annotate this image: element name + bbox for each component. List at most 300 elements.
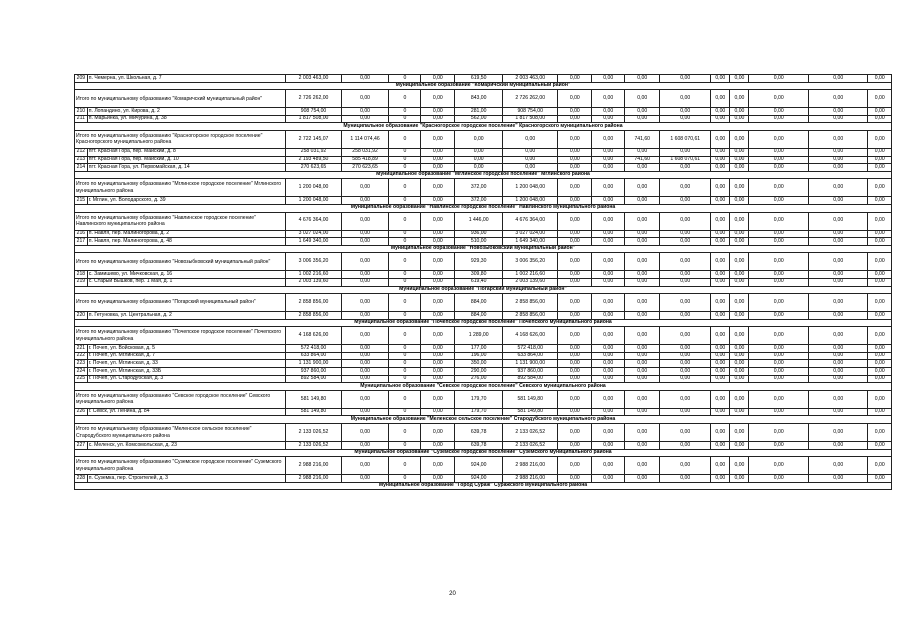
table-cell: 937 860,00 [503,368,558,376]
table-cell: 0,00 [711,271,730,279]
table-cell: 0,00 [421,475,455,483]
table-cell: 2 988 216,00 [503,475,558,483]
table-row [75,197,892,205]
table-cell: 2 133 026,52 [503,442,558,450]
subtotal-label: Итого по муниципальному образованию "Меленское сельское поселение" Стародубского муниципального района [75,424,286,442]
subtotal-label: Итого по муниципальному образованию "Новозыбковский муниципальный район" [75,253,286,271]
section-header-row [75,123,892,131]
row-number: 225 [75,375,88,383]
table-cell: 0,00 [730,108,749,116]
table-cell: 0,00 [730,212,749,230]
table-cell: 0,00 [711,352,730,360]
table-cell: 0,00 [558,327,592,345]
table-cell: 0,00 [592,390,625,408]
table-cell: 0,00 [421,368,455,376]
subtotal-label: Итого по муниципальному образованию "Севское городское поселение" Севского муниципального района [75,390,286,408]
table-cell: 0,00 [711,390,730,408]
subtotal-label: Итого по муниципальному образованию "Мглинское городское поселение" Мглинского муниципального района [75,179,286,197]
table-cell: 0,00 [341,360,389,368]
table-row [75,230,892,238]
table-cell: 0,00 [868,424,892,442]
table-cell: 0,00 [625,345,660,353]
table-cell: 0,00 [625,90,660,108]
table-cell: 0,00 [341,424,389,442]
section-title: Муниципальное образование "Почепское городское поселение" Почепского муниципального района [75,319,892,327]
table-cell: 0,00 [558,390,592,408]
table-cell: 0,00 [341,345,389,353]
table-cell: 0,00 [749,115,808,123]
table-cell: 0,00 [868,197,892,205]
table-cell: 2 193 489,50 [286,156,341,164]
section-header-row [75,319,892,327]
row-number: 227 [75,442,88,450]
table-cell: 0 [389,390,421,408]
table-cell: 0,00 [749,360,808,368]
table-cell: 2 988 216,00 [503,457,558,475]
table-cell: 0 [389,271,421,279]
table-cell: 0 [389,345,421,353]
table-cell: 0,00 [868,148,892,156]
table-cell: 0,00 [749,352,808,360]
table-cell: 0,00 [749,424,808,442]
table-cell: 0,00 [625,352,660,360]
address-cell: с. Старый Вышков, пер. 1 Мая, д. 1 [87,278,286,286]
table-cell: 0,00 [421,360,455,368]
table-cell: 0,00 [711,148,730,156]
table-cell: 0,00 [749,197,808,205]
table-cell: 0,00 [625,368,660,376]
table-cell: 290,00 [455,368,503,376]
table-cell: 0 [389,156,421,164]
table-cell: 270 623,65 [286,164,341,172]
address-cell: п. Гетуновка, ул. Центральная, д. 2 [87,312,286,320]
table-cell: 0,00 [749,212,808,230]
table-cell: 309,80 [455,271,503,279]
table-cell: 0,00 [749,327,808,345]
table-cell: 0,00 [558,108,592,116]
table-cell: 0,00 [808,148,867,156]
address-cell: г. Почеп, ул. Мглинская, д. 33Б [87,368,286,376]
table-cell: 0,00 [592,345,625,353]
table-cell: 2 858 856,00 [503,312,558,320]
table-cell: 0,00 [868,457,892,475]
table-cell: 177,00 [455,345,503,353]
table-cell: 0,00 [660,424,711,442]
table-cell: 0,00 [341,475,389,483]
table-cell: 0,00 [558,75,592,83]
table-cell: 0,00 [808,442,867,450]
address-cell: с. Замишево, ул. Мичковская, д. 16 [87,271,286,279]
address-cell: г. Севск, ул. Ленина, д. 84 [87,408,286,416]
table-cell: 0,00 [868,238,892,246]
table-cell: 0,00 [421,148,455,156]
table-cell: 0,00 [711,424,730,442]
table-cell: 0,00 [711,179,730,197]
table-cell: 0,00 [558,375,592,383]
section-title: Муниципальное образование "Мглинское городское поселение" Мглинского района [75,171,892,179]
row-number: 215 [75,197,88,205]
table-cell: 4 168 626,00 [286,327,341,345]
table-cell: 0,00 [868,75,892,83]
table-cell: 4 676 364,00 [286,212,341,230]
table-cell: 0,00 [730,130,749,148]
table-cell: 0,00 [625,360,660,368]
document-sheet [74,74,892,490]
table-cell: 0,00 [341,457,389,475]
table-cell: 0,00 [749,230,808,238]
table-cell: 0,00 [592,90,625,108]
table-cell: 0,00 [730,230,749,238]
table-cell: 0,00 [808,238,867,246]
table-cell: 0,00 [660,442,711,450]
table-cell: 0,00 [808,271,867,279]
table-cell: 0,00 [592,312,625,320]
table-cell: 0,00 [592,271,625,279]
table-cell: 0,00 [421,375,455,383]
table-cell: 0 [389,90,421,108]
table-row [75,164,892,172]
table-cell: 0,00 [868,368,892,376]
table-cell: 0 [389,164,421,172]
table-cell: 929,30 [455,253,503,271]
table-cell: 0,00 [730,278,749,286]
table-cell: 0,00 [421,424,455,442]
table-cell: 0,00 [625,212,660,230]
table-cell: 0,00 [660,352,711,360]
table-cell: 0,00 [868,345,892,353]
table-cell: 0,00 [749,271,808,279]
table-cell: 0,00 [660,212,711,230]
table-cell: 0,00 [711,368,730,376]
table-cell: 1 649 340,00 [503,238,558,246]
table-cell: 0 [389,368,421,376]
row-number: 228 [75,475,88,483]
table-cell: 0,00 [868,271,892,279]
table-cell: 892 584,00 [503,375,558,383]
table-cell: 0,00 [711,375,730,383]
table-cell: 0,00 [730,408,749,416]
table-cell: 0,00 [421,352,455,360]
housing-register-table [74,74,892,490]
table-cell: 0,00 [808,75,867,83]
table-cell: 0,00 [808,360,867,368]
table-cell: 0,00 [868,230,892,238]
table-cell: 0,00 [341,352,389,360]
table-row [75,156,892,164]
table-cell: 0,00 [808,253,867,271]
table-cell: 0,00 [749,130,808,148]
table-row [75,442,892,450]
table-cell: 0,00 [749,457,808,475]
table-cell: 0,00 [808,156,867,164]
table-cell: 0,00 [558,130,592,148]
table-cell: 0,00 [558,408,592,416]
table-cell: 0,00 [592,475,625,483]
table-cell: 0,00 [749,90,808,108]
table-cell: 0,00 [455,164,503,172]
table-cell: 0,00 [808,457,867,475]
table-cell: 2 858 856,00 [286,294,341,312]
address-cell: пгт. Красная Гора, пер. Майский, д. 10 [87,156,286,164]
table-cell: 0,00 [808,352,867,360]
table-cell: 0,00 [711,442,730,450]
table-cell: 0,00 [421,238,455,246]
address-cell: г. Почеп, ул. Стародубская, д. 3 [87,375,286,383]
table-cell: 0,00 [730,390,749,408]
table-cell: 0,00 [730,148,749,156]
table-cell: 0,00 [558,475,592,483]
table-cell: 0,00 [558,442,592,450]
table-cell: 0,00 [625,179,660,197]
table-cell: 0,00 [730,156,749,164]
table-row [75,148,892,156]
table-cell: 0,00 [660,75,711,83]
table-cell: 3 027 024,00 [286,230,341,238]
table-cell: 0,00 [749,253,808,271]
section-title: Муниципальное образование "Красногорское городское поселение" Красногорского муниципального района [75,123,892,131]
table-cell: 0,00 [421,278,455,286]
table-cell: 0,00 [660,90,711,108]
table-row [75,278,892,286]
table-cell: 0,00 [711,408,730,416]
table-cell: 0,00 [421,327,455,345]
table-cell: 0,00 [558,179,592,197]
table-cell: 0,00 [592,457,625,475]
row-number: 224 [75,368,88,376]
table-cell: 0,00 [592,148,625,156]
row-number: 212 [75,148,88,156]
table-cell: 0,00 [341,442,389,450]
table-cell: 0 [389,360,421,368]
table-cell: 0,00 [341,212,389,230]
table-cell: 0,00 [341,90,389,108]
table-cell: 0,00 [730,271,749,279]
table-cell: 0,00 [749,294,808,312]
table-cell: 0,00 [868,294,892,312]
table-row [75,352,892,360]
table-cell: 0,00 [711,90,730,108]
row-number: 218 [75,271,88,279]
subtotal-row [75,179,892,197]
table-cell: 0,00 [592,164,625,172]
table-body [75,75,892,490]
table-cell: 0,00 [660,457,711,475]
subtotal-row [75,212,892,230]
table-cell: 1 608 070,61 [660,130,711,148]
table-cell: 0,00 [808,375,867,383]
table-cell: 0 [389,408,421,416]
table-cell: 0,00 [711,212,730,230]
table-cell: 0 [389,442,421,450]
section-header-row [75,171,892,179]
table-cell: 0,00 [868,408,892,416]
table-cell: 0,00 [808,278,867,286]
table-cell: 0,00 [421,212,455,230]
table-row [75,271,892,279]
table-cell: 0,00 [808,475,867,483]
address-cell: г. Почеп, ул. Войсковая, д. 5 [87,345,286,353]
table-cell: 0 [389,457,421,475]
subtotal-row [75,424,892,442]
table-cell: 0,00 [660,475,711,483]
table-cell: 0,00 [660,230,711,238]
table-cell: 0,00 [749,368,808,376]
table-cell: 0,00 [749,75,808,83]
table-cell: 0,00 [625,442,660,450]
table-cell: 1 114 074,46 [341,130,389,148]
table-cell: 1 200 048,00 [503,179,558,197]
subtotal-row [75,327,892,345]
table-cell: 0,00 [808,424,867,442]
table-cell: 1 446,00 [455,212,503,230]
table-cell: 0,00 [625,294,660,312]
address-cell: п. Марьинка, ул. Мичурина, д. 38 [87,115,286,123]
table-cell: 0,00 [660,271,711,279]
table-cell: 741,60 [625,130,660,148]
table-cell: 0,00 [808,408,867,416]
subtotal-label: Итого по муниципальному образованию "Погарский муниципальный район" [75,294,286,312]
table-cell: 0,00 [660,108,711,116]
table-cell: 0,00 [341,312,389,320]
table-row [75,368,892,376]
table-row [75,115,892,123]
table-cell: 0,00 [625,197,660,205]
table-cell: 0,00 [341,327,389,345]
table-cell: 0,00 [421,90,455,108]
table-cell: 0,00 [711,312,730,320]
table-cell: 0 [389,238,421,246]
table-cell: 0,00 [711,108,730,116]
table-cell: 0,00 [503,164,558,172]
subtotal-label: Итого по муниципальному образованию "Суземское городское поселение" Суземского муниципального района [75,457,286,475]
table-cell: 0,00 [558,368,592,376]
table-cell: 0,00 [868,108,892,116]
table-cell: 908 754,00 [286,108,341,116]
section-header-row [75,416,892,424]
table-cell: 0,00 [711,156,730,164]
table-cell: 0,00 [341,197,389,205]
table-cell: 0,00 [558,424,592,442]
table-cell: 2 722 145,07 [286,130,341,148]
table-cell: 2 133 026,52 [286,442,341,450]
table-cell: 0,00 [749,156,808,164]
table-cell: 258 031,92 [286,148,341,156]
table-cell: 0,00 [730,475,749,483]
table-cell: 0,00 [592,108,625,116]
table-cell: 0,00 [868,179,892,197]
table-cell: 908 754,00 [503,108,558,116]
table-cell: 0,00 [868,164,892,172]
table-cell: 0,00 [341,271,389,279]
table-cell: 0 [389,352,421,360]
table-cell: 0 [389,115,421,123]
table-cell: 0,00 [730,327,749,345]
table-cell: 0,00 [660,253,711,271]
table-row [75,238,892,246]
table-cell: 0,00 [341,278,389,286]
table-cell: 0,00 [625,108,660,116]
table-cell: 585 418,89 [341,156,389,164]
table-cell: 0,00 [808,327,867,345]
table-cell: 0 [389,475,421,483]
table-cell: 2 988 216,00 [286,457,341,475]
table-cell: 0,00 [592,408,625,416]
table-cell: 270 623,65 [341,164,389,172]
table-cell: 0,00 [660,345,711,353]
table-cell: 2 003 463,00 [286,75,341,83]
table-cell: 0,00 [625,457,660,475]
table-cell: 0,00 [749,148,808,156]
table-cell: 0,00 [711,253,730,271]
table-cell: 0,00 [592,197,625,205]
table-cell: 0,00 [808,390,867,408]
table-cell: 1 200 048,00 [286,179,341,197]
table-cell: 0,00 [730,352,749,360]
table-cell: 0,00 [421,75,455,83]
address-cell: г. Почеп, ул. Мглинская, д. 7 [87,352,286,360]
table-cell: 0,00 [558,156,592,164]
subtotal-row [75,457,892,475]
table-cell: 0,00 [808,230,867,238]
row-number: 219 [75,278,88,286]
table-cell: 0,00 [341,390,389,408]
table-cell: 1 200 048,00 [286,197,341,205]
table-cell: 0,00 [421,197,455,205]
table-cell: 0,00 [808,212,867,230]
table-cell: 0,00 [711,164,730,172]
table-cell: 0,00 [421,390,455,408]
table-cell: 0,00 [625,238,660,246]
table-cell: 0,00 [421,442,455,450]
subtotal-row [75,390,892,408]
table-cell: 0 [389,212,421,230]
table-cell: 0,00 [660,408,711,416]
table-cell: 0,00 [749,475,808,483]
table-cell: 0,00 [625,390,660,408]
table-cell: 0,00 [625,475,660,483]
table-cell: 0,00 [625,408,660,416]
table-cell: 0,00 [868,312,892,320]
table-cell: 0,00 [592,294,625,312]
table-cell: 2 988 216,00 [286,475,341,483]
table-cell: 936,00 [455,230,503,238]
row-number: 211 [75,115,88,123]
address-cell: п. Лопандино, ул. Кирова, д. 2 [87,108,286,116]
subtotal-row [75,294,892,312]
table-cell: 1 002 216,60 [503,271,558,279]
table-row [75,360,892,368]
table-cell: 0,00 [730,238,749,246]
section-header-row [75,82,892,90]
table-cell: 0,00 [625,148,660,156]
page-number: 20 [449,591,456,597]
row-number: 209 [75,75,88,83]
table-cell: 0,00 [660,327,711,345]
table-cell: 0,00 [868,327,892,345]
section-header-row [75,482,892,490]
table-cell: 0 [389,327,421,345]
table-cell: 0,00 [868,360,892,368]
table-cell: 572 418,00 [503,345,558,353]
table-cell: 0,00 [455,156,503,164]
table-cell: 0,00 [730,164,749,172]
table-cell: 0,00 [625,278,660,286]
table-cell: 3 006 356,20 [286,253,341,271]
table-cell: 0,00 [660,375,711,383]
table-cell: 843,00 [455,90,503,108]
table-cell: 0,00 [808,197,867,205]
table-cell: 0,00 [711,75,730,83]
